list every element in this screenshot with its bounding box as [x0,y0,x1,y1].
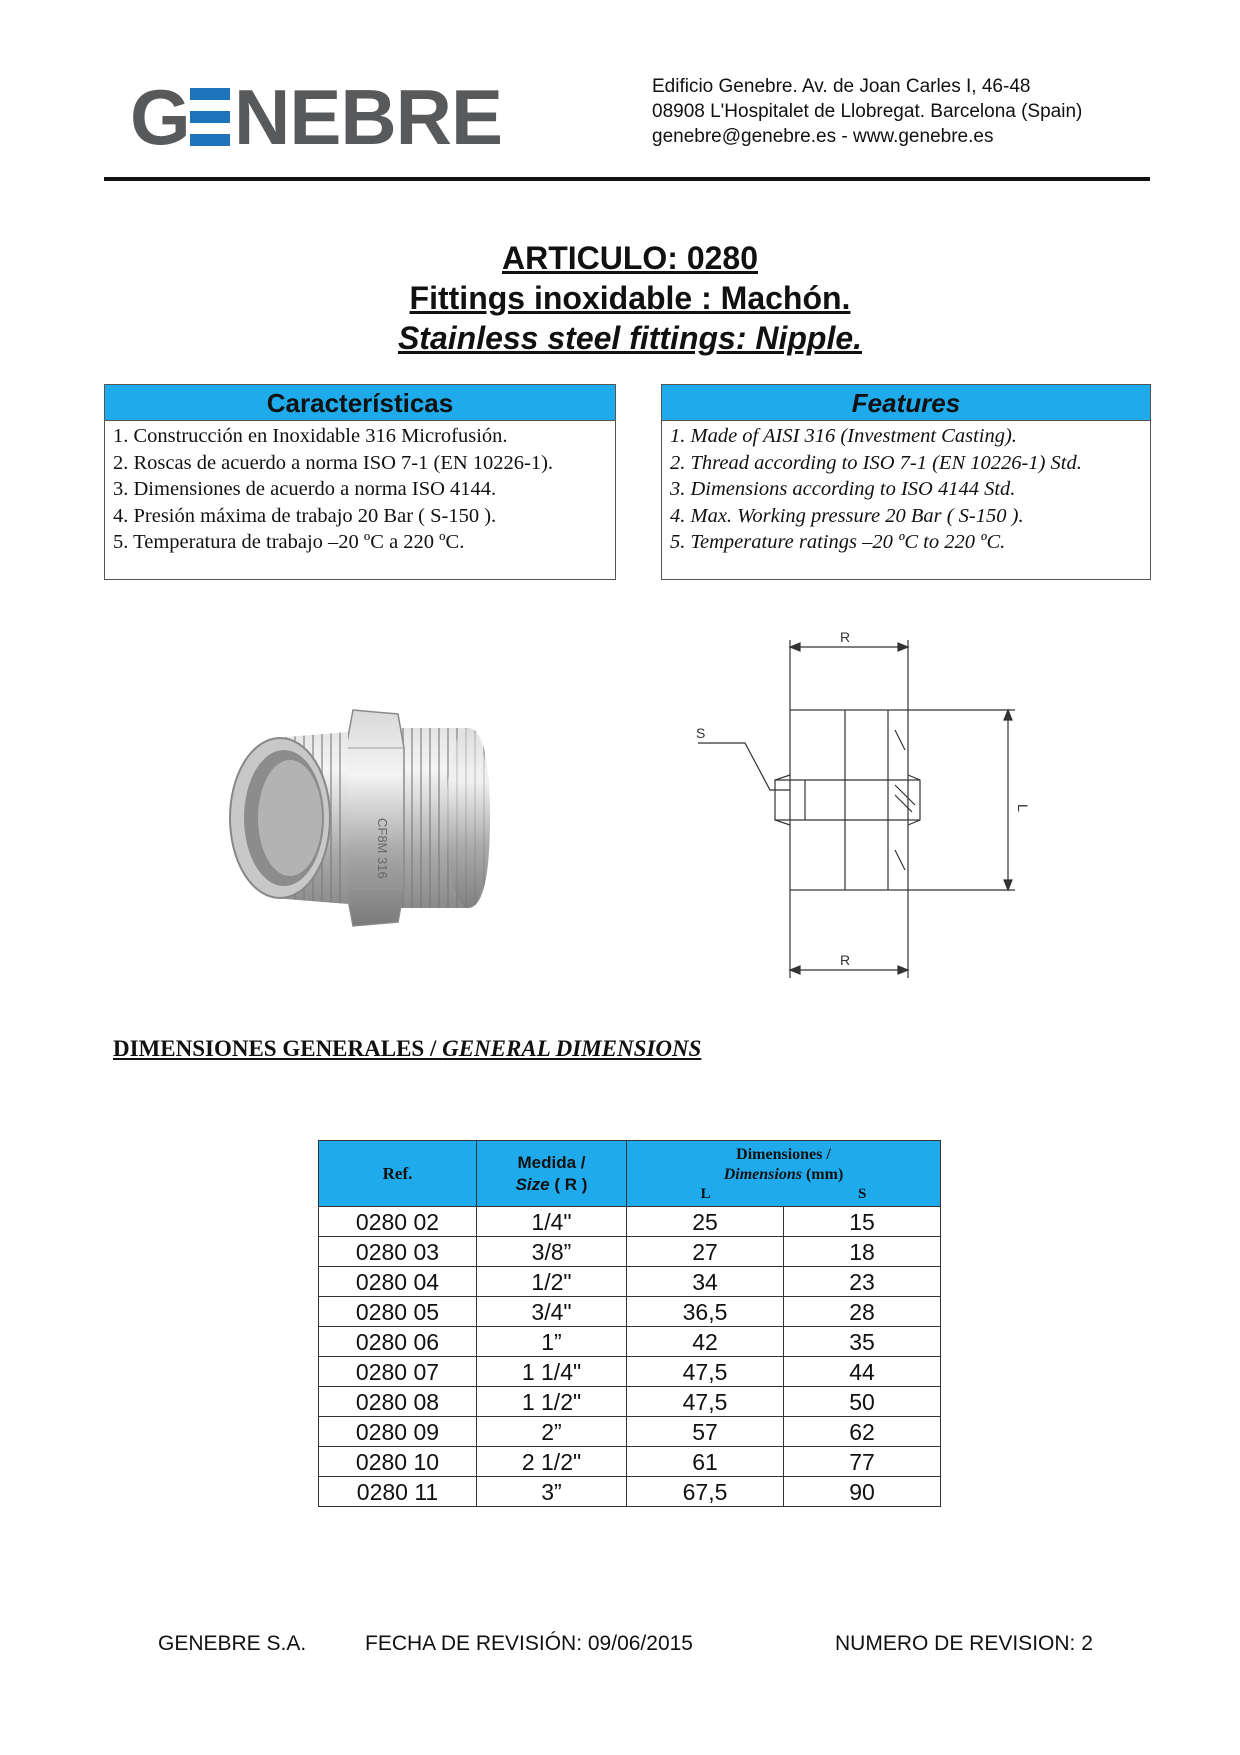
cell-size: 2” [477,1417,627,1447]
document-title-block [0,238,1240,358]
caracteristica-item: 2. Roscas de acuerdo a norma ISO 7-1 (EN 10226-1). [113,451,554,474]
header-ref: Ref. [319,1141,477,1207]
spanish-product-title: Fittings inoxidable : Machón. [409,280,851,316]
dimensions-table [318,1140,941,1507]
cell-l: 67,5 [627,1477,784,1507]
header-dimensions [627,1141,941,1207]
cell-size: 1/2" [477,1267,627,1297]
cell-l: 36,5 [627,1297,784,1327]
drawing-label-s: S [696,725,706,741]
cell-ref: 0280 05 [319,1297,477,1327]
cell-ref: 0280 09 [319,1417,477,1447]
cell-ref: 0280 08 [319,1387,477,1417]
svg-text:G: G [130,82,189,152]
address-line: genebre@genebre.es - www.genebre.es [652,126,994,147]
table-row [319,1447,941,1477]
cell-size: 3” [477,1477,627,1507]
header-dim-es: Dimensiones / [736,1146,831,1163]
logo-e-bars [190,88,230,146]
cell-s: 23 [784,1267,941,1297]
table-row [319,1357,941,1387]
footer-revision-number: NUMERO DE REVISION: 2 [835,1632,1093,1655]
table-header-row [319,1141,941,1207]
caracteristicas-list [105,421,615,556]
cell-ref: 0280 11 [319,1477,477,1507]
cell-ref: 0280 04 [319,1267,477,1297]
table-row [319,1207,941,1237]
genebre-logo [130,82,530,152]
feature-item: 1. Made of AISI 316 (Investment Casting). [670,425,1017,447]
feature-item: 2. Thread according to ISO 7-1 (EN 10226-1) Std. [670,451,1082,474]
cell-l: 47,5 [627,1387,784,1417]
cell-size: 1 1/4" [477,1357,627,1387]
caracteristicas-box [104,384,616,580]
caracteristica-item: 4. Presión máxima de trabajo 20 Bar ( S-150 ). [113,504,497,527]
cell-l: 61 [627,1447,784,1477]
cell-ref: 0280 02 [319,1207,477,1237]
english-product-title: Stainless steel fittings: Nipple. [397,320,863,356]
svg-text:NEBRE: NEBRE [234,82,503,152]
cell-s: 44 [784,1357,941,1387]
feature-item: 5. Temperature ratings –20 ºC to 220 ºC. [670,531,1006,553]
drawing-label-r-bottom: R [839,952,851,968]
header-l: L [700,1186,711,1202]
header-size-es: Medida / [517,1152,586,1172]
company-address [652,74,1082,149]
address-line: Edificio Genebre. Av. de Joan Carles I, 46-48 [652,76,1031,97]
drawing-label-l: L [1015,804,1031,812]
caracteristica-item: 5. Temperatura de trabajo –20 ºC a 220 ºC. [113,531,465,553]
cell-s: 90 [784,1477,941,1507]
cell-l: 57 [627,1417,784,1447]
header-dim-en-line: Dimensions (mm) [723,1166,844,1183]
table-row [319,1477,941,1507]
cell-ref: 0280 07 [319,1357,477,1387]
cell-s: 18 [784,1237,941,1267]
cell-ref: 0280 06 [319,1327,477,1357]
table-row [319,1237,941,1267]
general-dimensions-heading [113,1036,701,1062]
cell-l: 27 [627,1237,784,1267]
caracteristicas-heading: Características [105,385,615,421]
article-title: ARTICULO: 0280 [501,240,759,276]
footer-revision-date: FECHA DE REVISIÓN: 09/06/2015 [365,1632,693,1655]
cell-size: 3/4" [477,1297,627,1327]
drawing-label-r-top: R [839,630,851,645]
cell-s: 50 [784,1387,941,1417]
table-row [319,1267,941,1297]
cell-s: 77 [784,1447,941,1477]
cell-l: 47,5 [627,1357,784,1387]
header-s: S [857,1186,867,1202]
cell-l: 34 [627,1267,784,1297]
cell-ref: 0280 03 [319,1237,477,1267]
cell-size: 1/4" [477,1207,627,1237]
nipple-product-photo [228,698,538,938]
cell-s: 62 [784,1417,941,1447]
cell-l: 42 [627,1327,784,1357]
table-row [319,1327,941,1357]
feature-item: 3. Dimensions according to ISO 4144 Std. [670,478,1016,500]
table-row [319,1417,941,1447]
caracteristica-item: 1. Construcción en Inoxidable 316 Microfusión. [113,425,508,447]
cell-size: 1” [477,1327,627,1357]
cell-size: 1 1/2" [477,1387,627,1417]
table-body [319,1207,941,1507]
features-box [661,384,1151,580]
feature-item: 4. Max. Working pressure 20 Bar ( S-150 ). [670,504,1024,527]
address-line: 08908 L'Hospitalet de Llobregat. Barcelona (Spain) [652,101,1083,122]
table-row [319,1387,941,1417]
footer-company: GENEBRE S.A. [158,1632,307,1655]
header-size-en-line: Size ( R ) [515,1174,588,1194]
cell-l: 25 [627,1207,784,1237]
section-title-en: GENERAL DIMENSIONS [442,1036,702,1061]
caracteristica-item: 3. Dimensiones de acuerdo a norma ISO 4144. [113,478,497,500]
cell-size: 2 1/2" [477,1447,627,1477]
features-list [662,421,1150,556]
table-row [319,1297,941,1327]
cell-s: 15 [784,1207,941,1237]
cell-s: 28 [784,1297,941,1327]
cell-s: 35 [784,1327,941,1357]
header-size [477,1141,627,1207]
cell-ref: 0280 10 [319,1447,477,1477]
section-title-es: DIMENSIONES GENERALES / [113,1036,443,1061]
cell-size: 3/8” [477,1237,627,1267]
header-subcolumns [627,1187,940,1202]
features-heading: Features [662,385,1150,421]
svg-text:CF8M 316: CF8M 316 [375,818,390,879]
header-divider [104,177,1150,181]
technical-drawing [690,630,1050,1000]
